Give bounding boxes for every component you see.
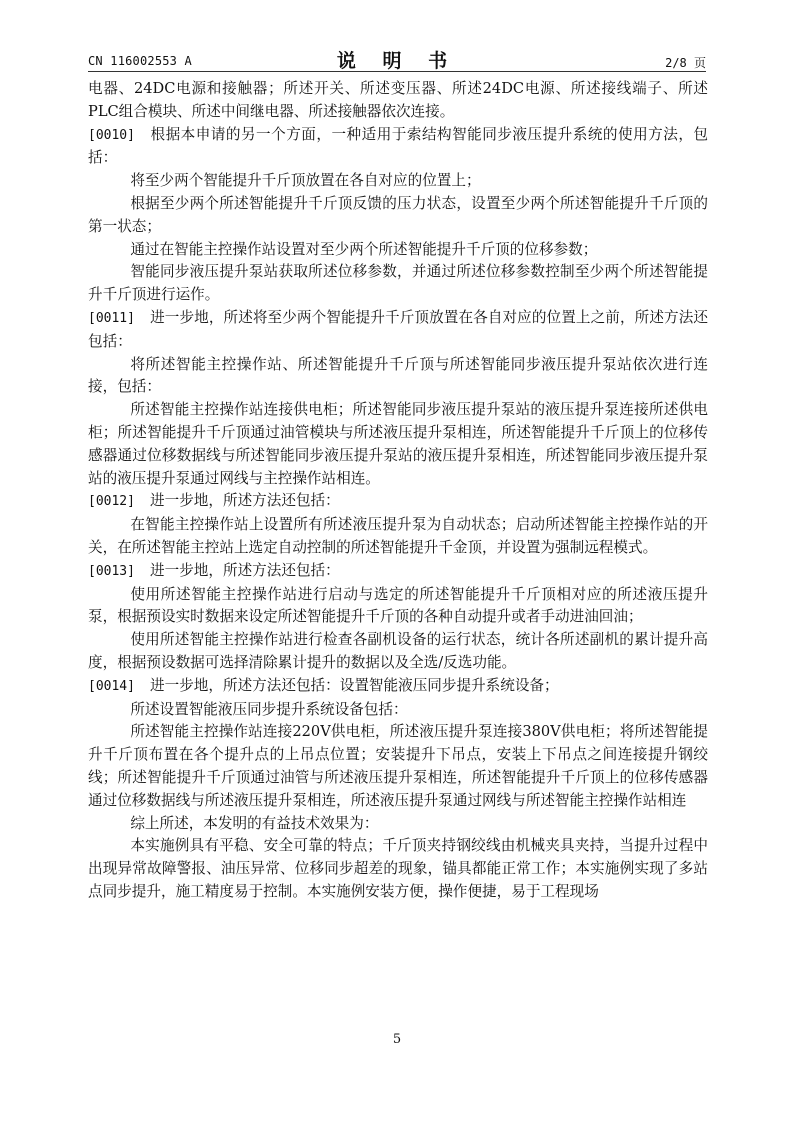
paragraph bbox=[88, 239, 708, 262]
paragraph bbox=[88, 170, 708, 193]
document-body bbox=[88, 78, 708, 904]
paragraph-number: [0011] bbox=[88, 310, 135, 326]
paragraph-text: 所述设置智能液压同步提升系统设备包括： bbox=[130, 700, 408, 718]
paragraph-number: [0013] bbox=[88, 563, 135, 579]
paragraph-text: 通过在智能主控操作站设置对至少两个所述智能提升千斤顶的位移参数； bbox=[130, 240, 598, 258]
paragraph bbox=[88, 261, 708, 307]
paragraph bbox=[88, 584, 708, 630]
paragraph-text: 所述智能主控操作站连接供电柜；所述智能同步液压提升泵站的液压提升泵连接所述供电柜；所述智能提升千斤顶通过油管模块与所述液压提升泵相连，所述智能提升千斤顶上的位移传感器通过位移数据线与所述智能同步液压提升泵站的液压提升泵相连，所述智能同步液压提升泵站的液压提升泵通过网线与主控操作站相连。 bbox=[88, 401, 708, 487]
paragraph-text: 进一步地，所述方法还包括： bbox=[150, 561, 340, 579]
paragraph bbox=[88, 629, 708, 675]
header-rule bbox=[88, 71, 706, 72]
paragraph bbox=[88, 835, 708, 903]
paragraph bbox=[88, 193, 708, 239]
paragraph-text: 智能同步液压提升泵站获取所述位移参数，并通过所述位移参数控制至少两个所述智能提升千斤顶进行运作。 bbox=[88, 263, 708, 304]
numbered-paragraph bbox=[88, 124, 708, 171]
paragraph-number: [0014] bbox=[88, 678, 135, 694]
page-indicator: 2/8 页 bbox=[665, 56, 706, 70]
paragraph-text: 将所述智能主控操作站、所述智能提升千斤顶与所述智能同步液压提升泵站依次进行连接，包括： bbox=[88, 355, 708, 396]
paragraph-text: 使用所述智能主控操作站进行启动与选定的所述智能提升千斤顶相对应的所述液压提升泵，根据预设实时数据来设定所述智能提升千斤顶的各种自动提升或者手动进油回油； bbox=[88, 585, 708, 626]
paragraph-text: 使用所述智能主控操作站进行检查各副机设备的运行状态，统计各所述副机的累计提升高度，根据预设数据可选择清除累计提升的数据以及全选/反选功能。 bbox=[88, 631, 708, 671]
paragraph bbox=[88, 721, 708, 812]
publication-number: CN 116002553 A bbox=[88, 54, 192, 68]
paragraph bbox=[88, 813, 708, 836]
paragraph-text: 综上所述，本发明的有益技术效果为： bbox=[130, 814, 379, 832]
numbered-paragraph bbox=[88, 307, 708, 354]
document-title: 说 明 书 bbox=[336, 50, 458, 72]
paragraph bbox=[88, 354, 708, 400]
paragraph bbox=[88, 699, 708, 722]
numbered-paragraph bbox=[88, 675, 708, 699]
paragraph-text: 进一步地，所述方法还包括： bbox=[150, 492, 340, 510]
page-header bbox=[88, 46, 706, 72]
numbered-paragraph bbox=[88, 490, 708, 514]
paragraph-text: 本实施例具有平稳、安全可靠的特点；千斤顶夹持钢绞线由机械夹具夹持，当提升过程中出现异常故障警报、油压异常、位移同步超差的现象，锚具都能正常工作；本实施例实现了多站点同步提升，施工精度易于控制。本实施例安装方便，操作便捷，易于工程现场 bbox=[88, 837, 708, 900]
numbered-paragraph bbox=[88, 560, 708, 584]
paragraph-text: 电器、24DC电源和接触器；所述开关、所述变压器、所述24DC电源、所述接线端子、所述PLC组合模块、所述中间继电器、所述接触器依次连接。 bbox=[88, 80, 708, 120]
paragraph-text: 进一步地，所述方法还包括：设置智能液压同步提升系统设备； bbox=[150, 676, 559, 694]
paragraph bbox=[88, 399, 708, 490]
paragraph-text: 在智能主控操作站上设置所有所述液压提升泵为自动状态；启动所述智能主控操作站的开关，在所述智能主控站上选定自动控制的所述智能提升千金顶，并设置为强制远程模式。 bbox=[88, 516, 708, 556]
paragraph-text: 将至少两个智能提升千斤顶放置在各自对应的位置上； bbox=[130, 172, 481, 190]
paragraph-text: 所述智能主控操作站连接220V供电柜，所述液压提升泵连接380V供电柜；将所述智能提升千斤顶布置在各个提升点的上吊点位置；安装提升下吊点，安装上下吊点之间连接提升钢绞线；所述智能提升千斤顶通过油管与所述液压提升泵相连，所述智能提升千斤顶上的位移传感器通过位移数据线与所述液压提升泵相连，所述液压提升泵通过网线与所述智能主控操作站相连 bbox=[88, 723, 708, 809]
paragraph-text: 进一步地，所述将至少两个智能提升千斤顶放置在各自对应的位置上之前，所述方法还包括： bbox=[88, 308, 708, 350]
paragraph-text: 根据本申请的另一个方面，一种适用于索结构智能同步液压提升系统的使用方法，包括： bbox=[88, 125, 708, 167]
page-number: 5 bbox=[392, 1032, 402, 1047]
paragraph-number: [0010] bbox=[88, 127, 135, 143]
paragraph bbox=[88, 78, 708, 124]
paragraph-number: [0012] bbox=[88, 494, 135, 510]
paragraph-text: 根据至少两个所述智能提升千斤顶反馈的压力状态，设置至少两个所述智能提升千斤顶的第一状态； bbox=[88, 194, 708, 235]
paragraph bbox=[88, 514, 708, 560]
